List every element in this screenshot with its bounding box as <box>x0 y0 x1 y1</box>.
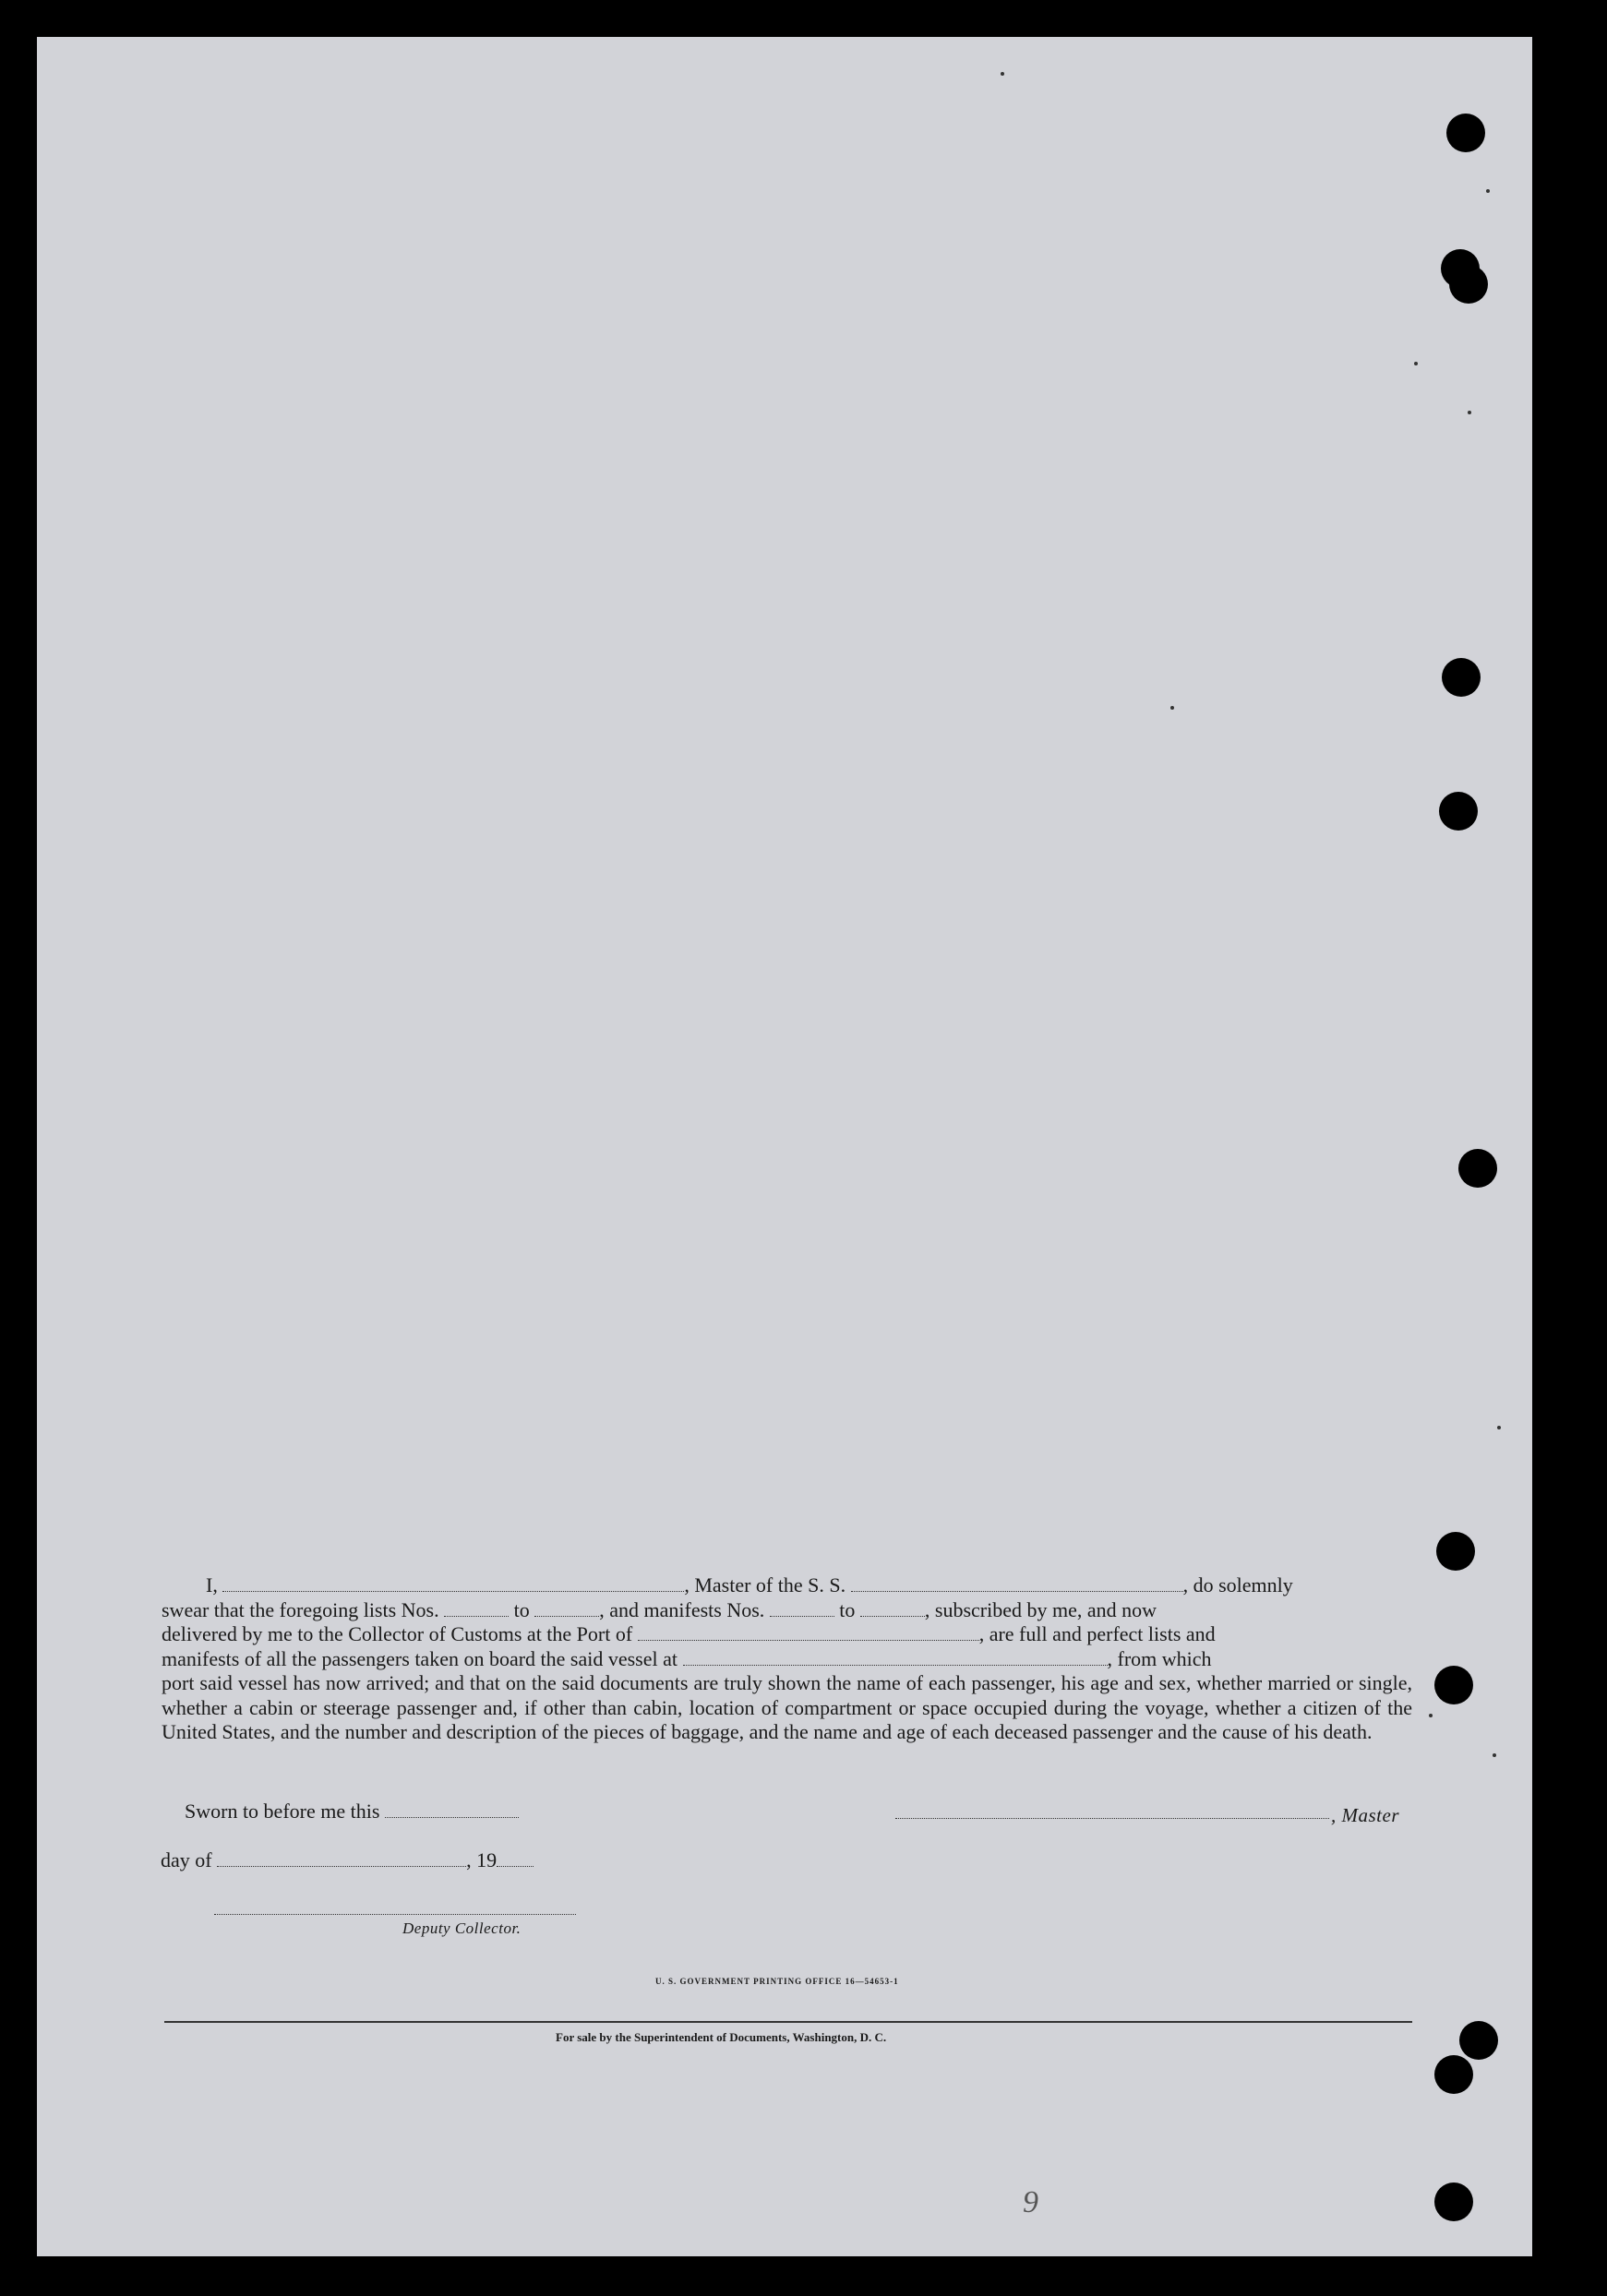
day-of-row <box>161 1848 534 1872</box>
deputy-collector-label: Deputy Collector. <box>402 1919 522 1937</box>
punch-hole <box>1446 114 1485 152</box>
punch-hole <box>1459 2021 1498 2060</box>
speck <box>1493 1753 1496 1757</box>
speck <box>1414 362 1418 365</box>
oath-master-of: , Master of the S. S. <box>684 1573 846 1596</box>
oath-subscribed: , subscribed by me, and now <box>924 1597 1157 1621</box>
deputy-signature-line[interactable] <box>214 1914 576 1915</box>
oath-to-1: to <box>513 1597 530 1621</box>
lists-from-field[interactable] <box>444 1601 509 1617</box>
punch-hole <box>1442 658 1481 697</box>
year-prefix: , 19 <box>466 1848 498 1871</box>
oath-from-which: , from which <box>1107 1646 1212 1670</box>
master-name-field[interactable] <box>222 1576 684 1592</box>
for-sale-notice: For sale by the Superintendent of Documents, Washington, D. C. <box>556 2030 887 2044</box>
speck <box>1486 189 1490 193</box>
month-field[interactable] <box>217 1851 466 1867</box>
sworn-row <box>185 1800 519 1824</box>
oath-swear: swear that the foregoing lists Nos. <box>162 1597 439 1621</box>
oath-do-solemnly: , do solemnly <box>1182 1573 1293 1596</box>
punch-hole <box>1449 265 1488 304</box>
year-field[interactable] <box>497 1851 534 1867</box>
vessel-name-field[interactable] <box>851 1576 1183 1592</box>
speck <box>1468 411 1471 414</box>
sworn-label: Sworn to before me this <box>185 1800 380 1823</box>
oath-and-manifests: , and manifests Nos. <box>599 1597 765 1621</box>
footer-rule <box>164 2021 1412 2023</box>
speck <box>1001 72 1004 76</box>
port-field[interactable] <box>638 1625 979 1641</box>
punch-hole <box>1434 2055 1473 2094</box>
punch-hole <box>1439 792 1478 831</box>
day-of-label: day of <box>161 1848 212 1871</box>
punch-hole <box>1436 1532 1475 1571</box>
oath-i: I, <box>206 1573 218 1596</box>
manifests-to-field[interactable] <box>860 1601 925 1617</box>
speck <box>1429 1714 1433 1717</box>
oath-remainder: port said vessel has now arrived; and that on the said documents are truly shown the name of each passenger, his age and sex, whether married or single, whether a cabin or steerage passenger and, if other than cabin, location of compartment or space occupied during the voyage, whether a citizen of the United States, and the number and description of the pieces of baggage, and the name and age of each deceased passenger and the cause of his death. <box>162 1671 1412 1743</box>
oath-delivered: delivered by me to the Collector of Customs at the Port of <box>162 1622 633 1645</box>
punch-hole <box>1434 2182 1473 2221</box>
oath-full-perfect: , are full and perfect lists and <box>978 1622 1216 1645</box>
oath-to-2: to <box>839 1597 856 1621</box>
master-label: , Master <box>1331 1804 1399 1826</box>
punch-hole <box>1458 1149 1497 1188</box>
form-page <box>37 37 1532 2256</box>
speck <box>1497 1426 1501 1429</box>
punch-hole <box>1434 1666 1473 1704</box>
handwritten-page-mark: 9 <box>1023 2185 1038 2219</box>
departure-port-field[interactable] <box>683 1650 1108 1666</box>
manifests-from-field[interactable] <box>770 1601 834 1617</box>
oath-paragraph <box>162 1573 1412 1745</box>
master-signature-line[interactable] <box>895 1818 1329 1819</box>
oath-manifests-all: manifests of all the passengers taken on board the said vessel at <box>162 1646 678 1670</box>
printing-office-imprint: U. S. GOVERNMENT PRINTING OFFICE 16—54653-1 <box>655 1977 899 1986</box>
lists-to-field[interactable] <box>534 1601 599 1617</box>
sworn-day-field[interactable] <box>385 1802 519 1818</box>
speck <box>1170 706 1174 710</box>
